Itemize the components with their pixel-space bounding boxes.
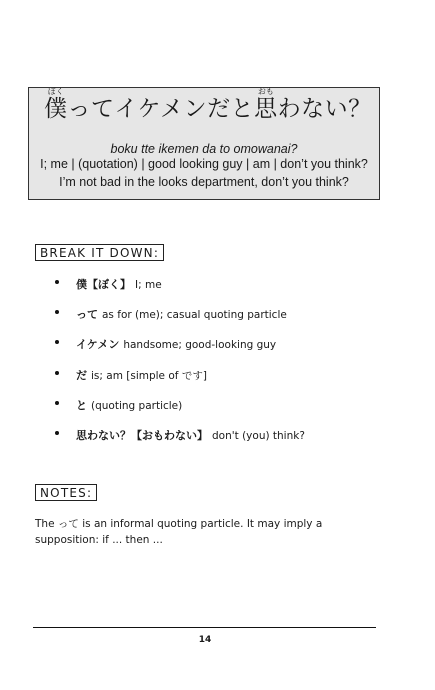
vocab-meaning: as for (me); casual quoting particle [102,309,287,322]
furigana-omo: おも [257,87,274,96]
example-sentence-box [28,87,380,200]
list-item [55,427,305,457]
japanese-sentence [44,87,372,122]
vocab-meaning: handsome; good-looking guy [123,339,277,352]
list-item [55,276,305,306]
bullet-icon [55,431,59,435]
list-item [55,336,305,366]
notes-text-end: is an informal quoting particle. It may imply a supposition: if ... then ... [35,518,323,546]
vocab-term: って [76,308,98,322]
sentence-ending-segment: わない？ [277,96,372,122]
kanji-boku: ぼく 僕 [44,87,68,122]
bullet-icon [55,401,59,405]
notes-paragraph [35,516,355,548]
notes-highlight: って [57,518,79,530]
bullet-icon [55,371,59,375]
vocab-meaning: don't (you) think? [212,429,305,442]
vocab-term: 僕【ぼく】 [76,278,131,291]
bullet-icon [55,340,59,344]
vocab-meaning: I; me [135,279,162,291]
vocab-term: 思わない？【おもわない】 [76,428,208,442]
list-item [55,306,305,336]
break-it-down-header: BREAK IT DOWN: [35,244,164,261]
romaji-line: boku tte ikemen da to omowanai? [110,142,298,156]
sentence-kana-segment: ってイケメンだと [67,96,255,122]
bullet-icon [55,280,59,284]
vocab-list [55,276,305,457]
gloss-line: I; me | (quotation) | good looking guy | am | don’t you think? [40,157,368,171]
notes-text-start: The [35,518,58,530]
translation-line: I’m not bad in the looks department, don’t you think? [59,175,349,189]
vocab-term: と [76,398,87,412]
vocab-meaning: (quoting particle) [91,399,183,412]
vocab-term: イケメン [76,338,120,352]
vocab-meaning: is; am [simple of です] [91,369,207,382]
notes-header: NOTES: [35,484,97,501]
list-item [55,397,305,427]
bullet-icon [55,310,59,314]
vocab-term: だ [76,368,87,382]
footer-divider [33,627,376,628]
list-item [55,367,305,397]
page-number: 14 [198,635,212,645]
furigana-boku: ぼく [47,87,64,96]
kanji-omo: おも 思 [254,87,278,122]
